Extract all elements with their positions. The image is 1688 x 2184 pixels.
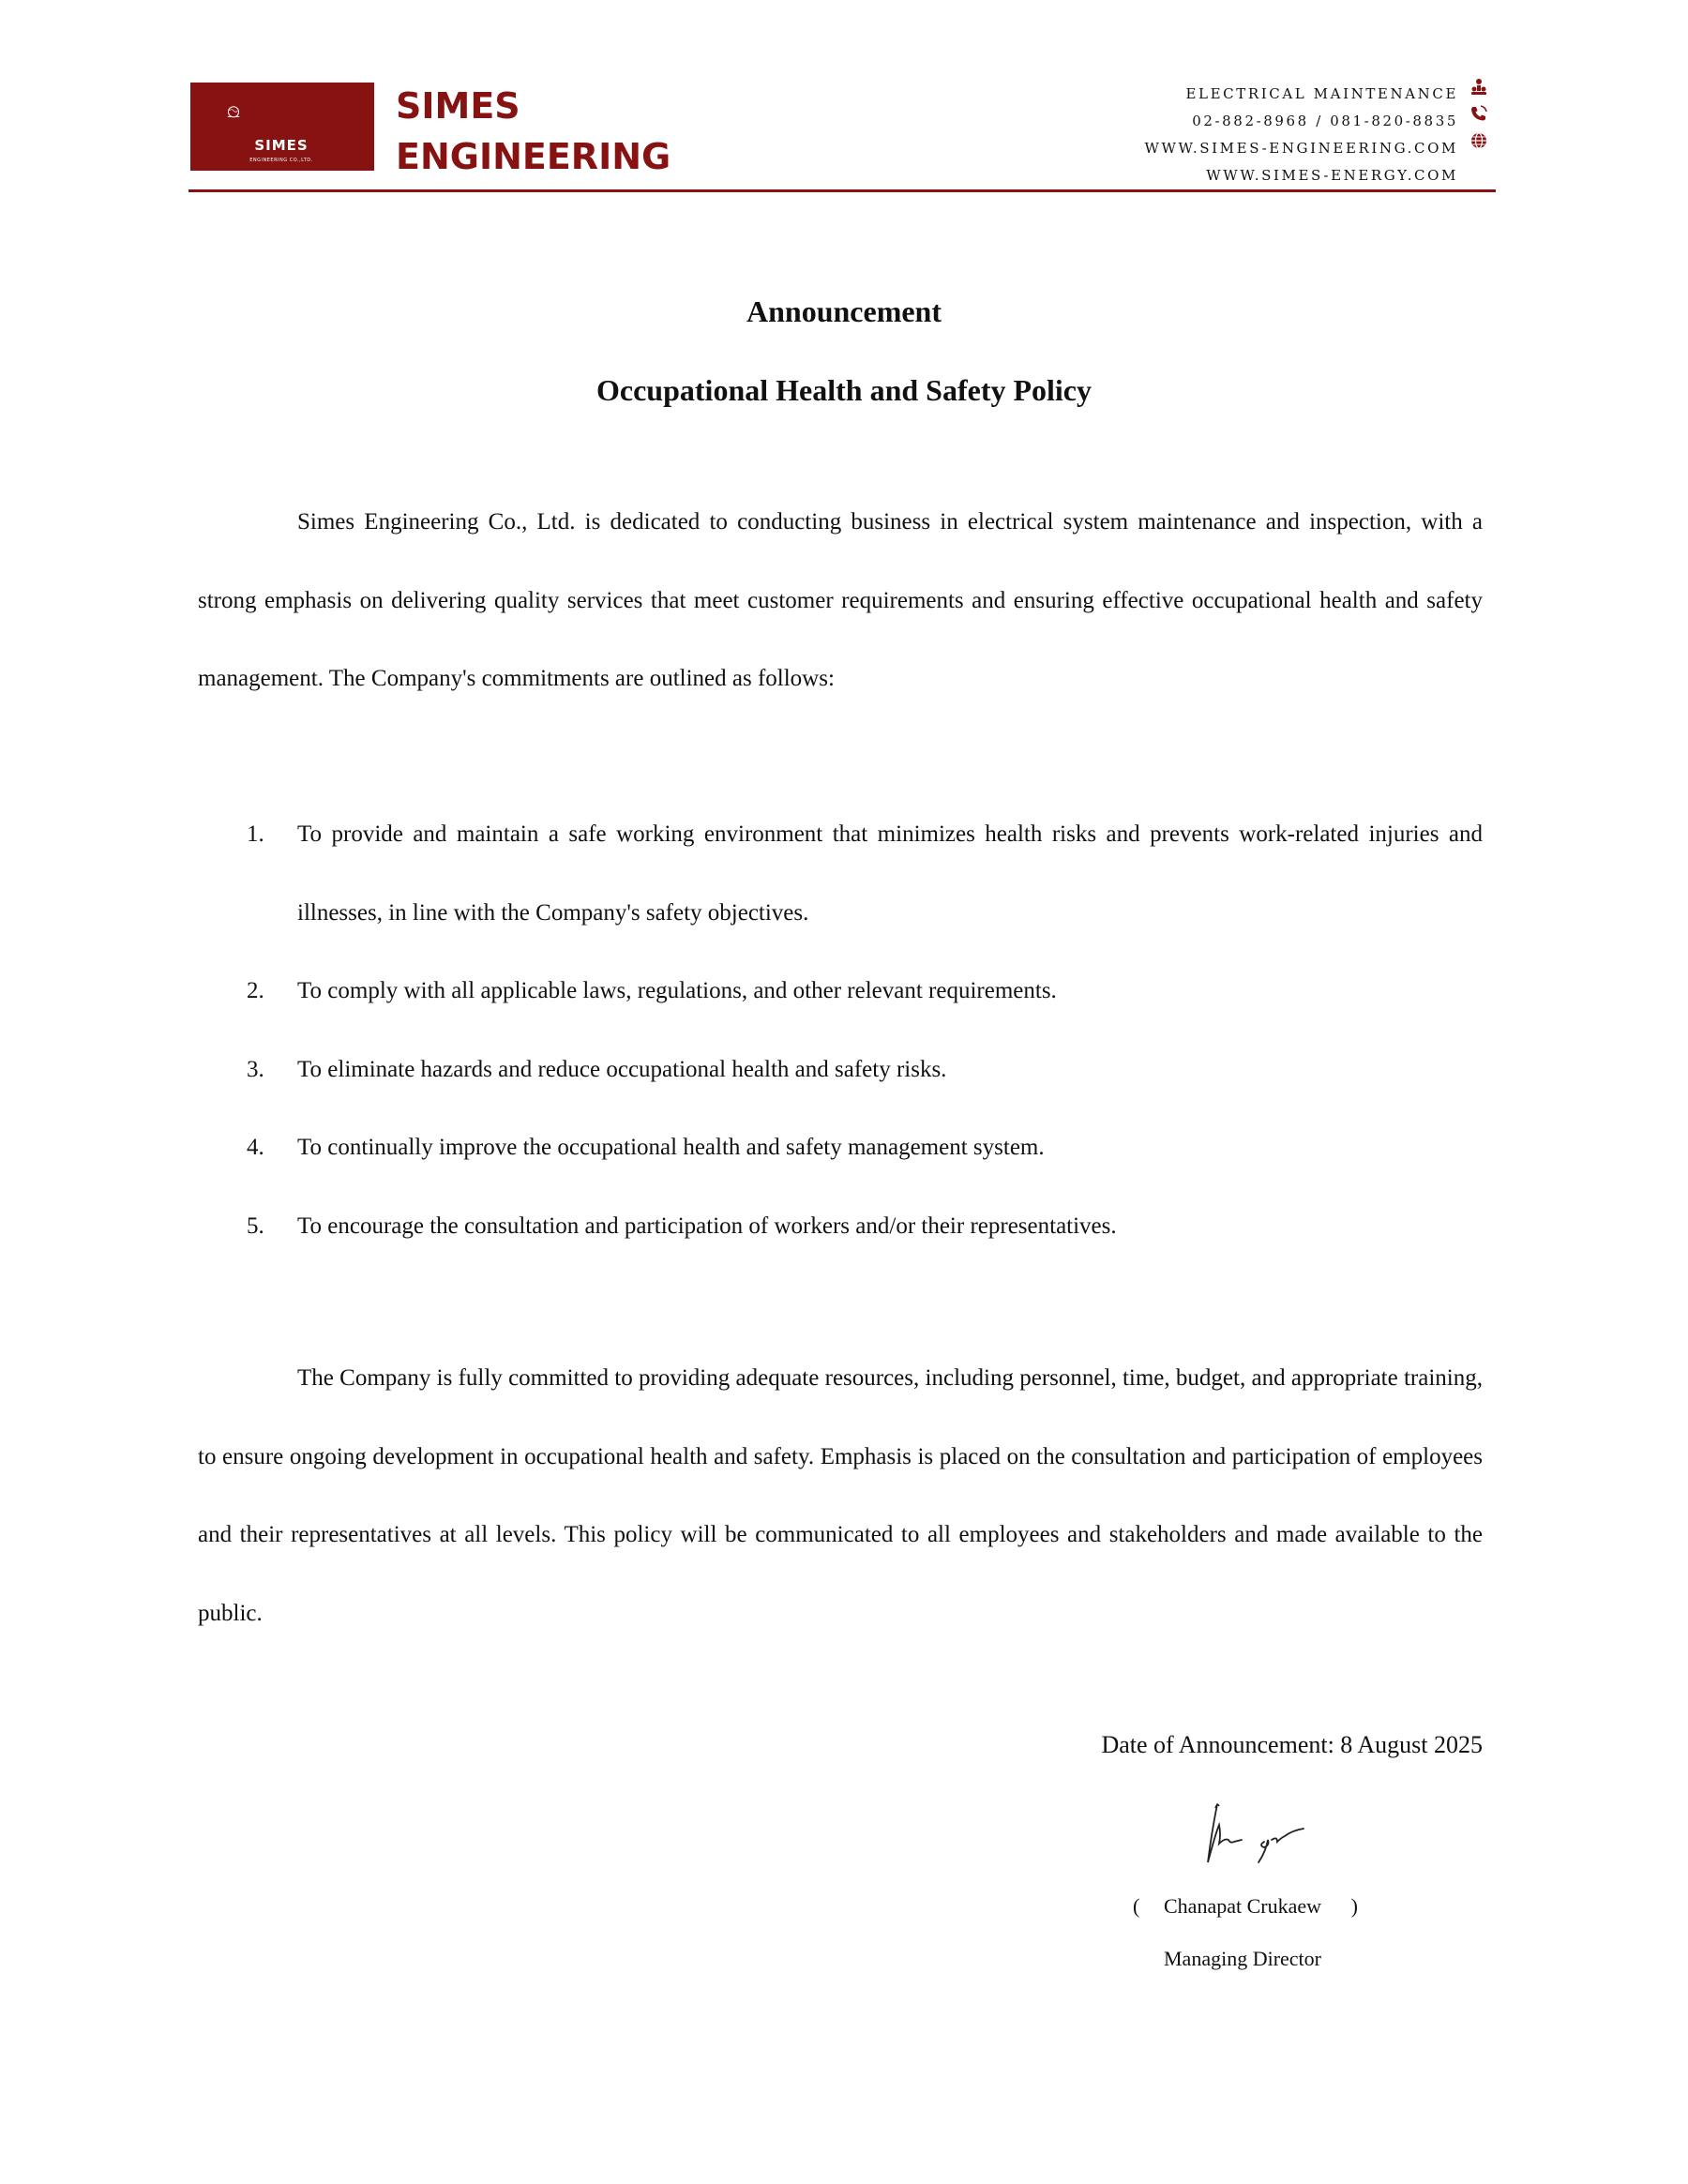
globe-icon (1469, 131, 1488, 150)
list-item (198, 952, 1483, 1031)
list-number: 2. (247, 978, 264, 1003)
signer-name-line (1107, 1894, 1379, 1919)
list-item-text: To continually improve the occupational health and safety management system. (297, 1135, 1045, 1160)
close-paren: ) (1350, 1894, 1358, 1918)
open-paren: ( (1133, 1894, 1140, 1918)
contact-website-2: WWW.SIMES-ENERGY.COM (1206, 167, 1458, 184)
contact-block (1144, 81, 1458, 189)
list-item (198, 1031, 1483, 1109)
announcement-date: Date of Announcement: 8 August 2025 (1101, 1731, 1483, 1758)
phone-icon (1469, 104, 1488, 123)
list-item-text: To provide and maintain a safe working environment that minimizes health risks and prevents work-related injuries and illnesses, in line with the Company's safety objectives. (297, 821, 1483, 926)
list-number: 4. (247, 1135, 264, 1160)
list-number: 5. (247, 1212, 264, 1239)
contact-website: WWW.SIMES-ENGINEERING.COM (1144, 140, 1458, 157)
list-item (198, 1187, 1483, 1266)
intro-paragraph (198, 483, 1483, 718)
list-item-text: To eliminate hazards and reduce occupational health and safety risks. (297, 1056, 947, 1082)
people-icon (1469, 77, 1488, 96)
header-divider (188, 189, 1496, 192)
contact-service: ELECTRICAL MAINTENANCE (1185, 85, 1458, 102)
signature-image (1191, 1799, 1322, 1874)
omega-logo-icon (188, 83, 371, 139)
signer-role: Managing Director (1164, 1947, 1321, 1970)
signer-name: Chanapat Crukaew (1164, 1894, 1321, 1918)
list-item-text: To comply with all applicable laws, regulations, and other relevant requirements. (297, 978, 1057, 1003)
commitments-list (198, 795, 1483, 1265)
list-number: 1. (247, 821, 264, 847)
intro-text: Simes Engineering Co., Ltd. is dedicated to conducting business in electrical system maintenance and inspection, with a strong emphasis on delivering quality services that meet customer requirements and ensuring effective occupational health and safety management. The Company's commitments are outlined as follows: (198, 509, 1483, 691)
brand-line-1: SIMES (396, 85, 520, 127)
list-item (198, 1108, 1483, 1187)
document-title: Announcement (746, 294, 942, 328)
contact-phone: 02-882-8968 / 081-820-8835 (1192, 113, 1458, 129)
closing-text: The Company is fully committed to providing adequate resources, including personnel, time, budget, and appropriate training, to ensure ongoing development in occupational health and safety. Emphasis is placed on the consultation and participation of employees and their representatives at all levels. This policy will be communicated to all employees and stakeholders and made available to the public. (198, 1365, 1483, 1626)
list-item (198, 795, 1483, 952)
brand-name (396, 81, 671, 182)
brand-line-2: ENGINEERING (396, 136, 671, 177)
document-subtitle: Occupational Health and Safety Policy (596, 373, 1092, 407)
list-number: 3. (247, 1056, 264, 1082)
logo-subtext: ENGINEERING CO.,LTD. (249, 158, 313, 163)
logo-text: SIMES (254, 137, 309, 154)
list-item-text: To encourage the consultation and participation of workers and/or their representatives. (297, 1212, 1117, 1239)
contact-icons (1469, 77, 1492, 158)
closing-paragraph (198, 1339, 1483, 1652)
